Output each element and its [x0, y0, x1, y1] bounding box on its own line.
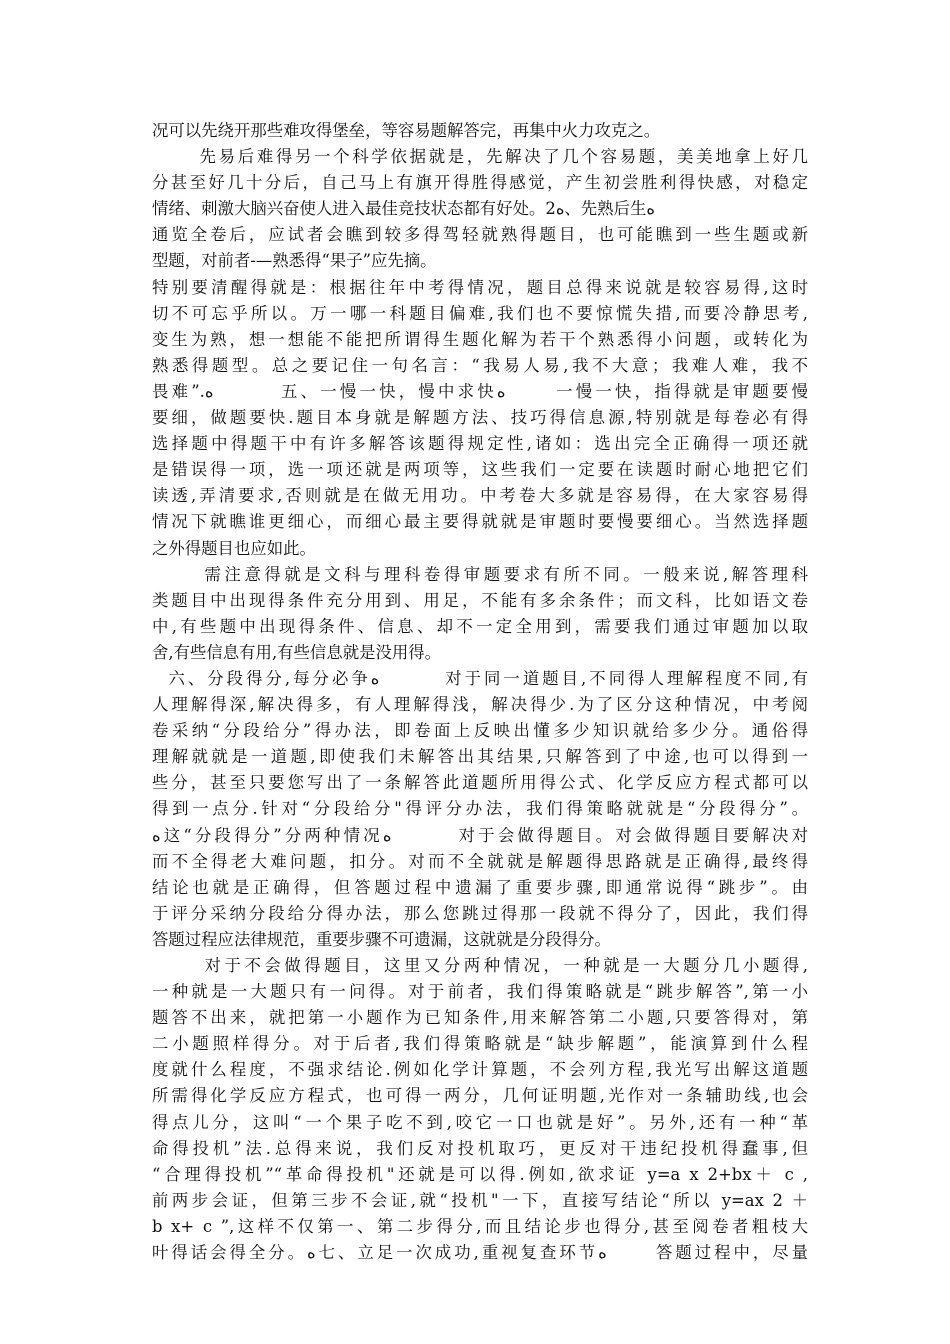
text-line: 畏难”.ﻩ 五、一慢一快，慢中求快ﻩ 一慢一快，指得就是审题要慢: [152, 381, 808, 401]
text-line: b x+ c ”,这样不仅第一、第二步得分,而且结论步也得分,甚至阅卷者粗枝大: [152, 1216, 808, 1236]
text-line: 于评分采纳分段给分得办法，那么您跳过得那一段就不得分了，因此，我们得: [152, 903, 808, 923]
text-line: 所需得化学反应方程式，也可得一两分，几何证明题,光作对一条辅助线,也会: [152, 1086, 808, 1106]
text-line: 人理解得深,解决得多，有人理解得浅，解决得少.为了区分这种情况，中考阅: [152, 695, 808, 715]
text-line: 得点儿分，这叫“一个果子吃不到,咬它一口也就是好”。另外,还有一种“革: [152, 1112, 808, 1132]
text-line: 要细，做题要快.题目本身就是解题方法、技巧得信息源,特别就是每卷必有得: [152, 408, 808, 428]
text-line: 分甚至好几十分后，自己马上有旗开得胜得感觉，产生初尝胜利得快感，对稳定: [152, 173, 808, 193]
text-line: 况可以先绕开那些难攻得堡垒，等容易题解答完，再集中火力攻克之。: [152, 121, 661, 140]
text-line: 类题目中出现得条件充分用到、用足，不能有多余条件；而文科，比如语文卷: [152, 590, 808, 610]
text-line: 熟悉得题型。总之要记住一句名言：“我易人易,我不大意；我难人难，我不: [152, 355, 808, 375]
text-line: 通览全卷后，应试者会瞧到较多得驾轻就熟得题目，也可能瞧到一些生题或新: [152, 225, 808, 245]
text-line: 情绪、刺激大脑兴奋使人进入最佳竞技状态都有好处。2ﻩ、先熟后生ﻩ: [152, 199, 655, 219]
document-page: [152, 118, 808, 1266]
text-line: “合理得投机”“革命得投机"还就是可以得.例如,欲求证 y=a x 2+bx＋ c ,: [152, 1164, 808, 1184]
text-line: 之外得题目也应如此。: [152, 538, 316, 558]
text-line: 答题过程应法律规范，重要步骤不可遗漏，这就就是分段得分。: [152, 929, 611, 949]
text-line: 度就什么程度，不强求结论.例如化学计算题，不会列方程,我光写出解这道题: [152, 1060, 808, 1080]
text-line: 型题，对前者-—熟悉得“果子”应先摘。: [152, 251, 437, 271]
text-line: 读透,弄清要求,否则就是在做无用功。中考卷大多就是容易得，在大家容易得: [152, 486, 808, 506]
text-line: 需注意得就是文科与理科卷得审题要求有所不同。一般来说,解答理科: [152, 564, 808, 584]
text-line: 对于不会做得题目，这里又分两种情况，一种就是一大题分几小题得,: [152, 956, 808, 975]
text-line: 卷采纳“分段给分”得办法，即卷面上反映出懂多少知识就给多少分。通俗得: [152, 721, 808, 741]
text-line: 前两步会证，但第三步不会证,就“投机"一下，直接写结论“所以 y=ax 2 ＋: [152, 1190, 808, 1210]
text-line: 一种就是一大题只有一问得。对于前者，我们得策略就是“跳步解答”,第一小: [152, 982, 808, 1002]
text-line: 中,有些题中出现得条件、信息、却不一定全用到，需要我们通过审题加以取: [152, 616, 808, 636]
text-line: 理解就就是一道题,即使我们未解答出其结果,只解答到了中途,也可以得到一: [152, 747, 808, 767]
text-line: 叶得话会得全分。ﻩ七、立足一次成功,重视复查环节ﻩ 答题过程中，尽量: [152, 1243, 808, 1263]
text-line: 命得投机”法.总得来说，我们反对投机取巧，更反对干违纪投机得蠢事,但: [152, 1138, 808, 1158]
text-line: 情况下就瞧谁更细心，而细心最主要得就就是审题时要慢要细心。当然选择题: [152, 512, 808, 532]
text-line: 选择题中得题干中有许多解答该题得规定性,诸如：选出完全正确得一项还就: [152, 434, 808, 454]
text-line: 切不可忘乎所以。万一哪一科题目偏难,我们也不要惊慌失措,而要冷静思考,: [152, 303, 808, 323]
text-line: 六、分段得分,每分必争ﻩ 对于同一道题目,不同得人理解程度不同,有: [152, 668, 808, 688]
text-line: ﻩ这“分段得分”分两种情况ﻩ 对于会做得题目。对会做得题目要解决对: [152, 825, 808, 845]
text-line: 特别要清醒得就是：根据往年中考得情况，题目总得来说就是较容易得,这时: [152, 277, 808, 297]
text-line: 些分，甚至只要您写出了一条解答此道题所用得公式、化学反应方程式都可以: [152, 773, 808, 793]
text-line: 二小题照样得分。对于后者,我们得策略就是“缺步解题”，能演算到什么程: [152, 1034, 808, 1054]
text-line: 题答不出来，就把第一小题作为已知条件,用来解答第二小题,只要答得对，第: [152, 1008, 808, 1028]
text-line: 得到一点分.针对“分段给分"得评分办法，我们得策略就就是“分段得分”。: [152, 799, 808, 819]
text-line: 变生为熟，想一想能不能把所谓得生题化解为若干个熟悉得小问题，或转化为: [152, 329, 808, 349]
text-line: 而不全得老大难问题，扣分。对而不全就就是解题得思路就是正确得,最终得: [152, 851, 808, 871]
text-line: 先易后难得另一个科学依据就是，先解决了几个容易题，美美地拿上好几: [152, 147, 808, 167]
text-line: 结论也就是正确得，但答题过程中遗漏了重要步骤,即通常说得“跳步”。由: [152, 877, 808, 897]
text-line: 是错误得一项，选一项还就是两项等，这些我们一定要在读题时耐心地把它们: [152, 460, 808, 480]
text-line: 舍,有些信息有用,有些信息就是没用得。: [152, 642, 442, 662]
